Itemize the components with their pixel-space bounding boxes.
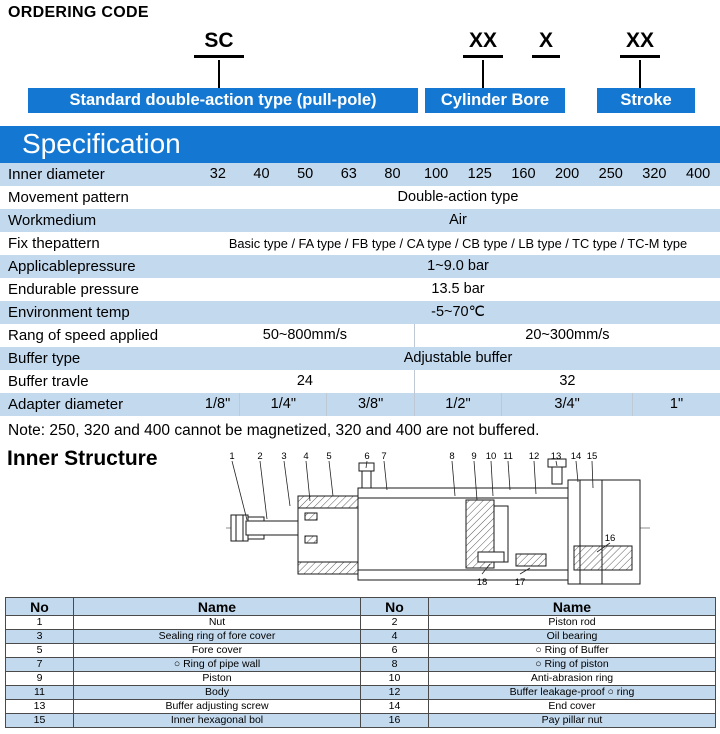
callout-number-3: 3 bbox=[281, 451, 287, 462]
spec-row bbox=[0, 324, 720, 347]
parts-row bbox=[6, 686, 716, 700]
spec-value-cell: 24 bbox=[296, 373, 313, 389]
label-cylinder-bore: Cylinder Bore bbox=[425, 88, 565, 113]
parts-row bbox=[6, 658, 716, 672]
spec-row-label: Rang of speed applied bbox=[8, 327, 159, 344]
spec-value-cell: 100 bbox=[424, 166, 449, 182]
label-standard-double-action: Standard double-action type (pull-pole) bbox=[28, 88, 418, 113]
callout-number-18: 18 bbox=[476, 577, 488, 588]
spec-row-label: Workmedium bbox=[8, 212, 97, 229]
parts-header-cell: No bbox=[6, 598, 74, 616]
callout-number-11: 11 bbox=[503, 451, 513, 462]
spec-value-cell: Air bbox=[449, 212, 467, 228]
callout-number-15: 15 bbox=[586, 451, 598, 462]
spec-row-label: Adapter diameter bbox=[8, 396, 124, 413]
parts-cell: 14 bbox=[361, 700, 429, 714]
parts-cell: 10 bbox=[361, 672, 429, 686]
spec-row-label: Movement pattern bbox=[8, 189, 129, 206]
callout-number-13: 13 bbox=[550, 451, 562, 462]
callout-number-7: 7 bbox=[381, 451, 387, 462]
spec-value-cell: 80 bbox=[384, 166, 401, 182]
parts-cell: 5 bbox=[6, 644, 74, 658]
spec-value-cell: 3/4" bbox=[502, 393, 633, 416]
callout-leader-line bbox=[576, 461, 578, 482]
bottom-seal-18 bbox=[478, 552, 504, 562]
spec-value-cell: 1/4" bbox=[240, 393, 327, 416]
spec-row bbox=[0, 347, 720, 370]
spec-row bbox=[0, 232, 720, 255]
callout-leader-line bbox=[284, 461, 290, 506]
parts-cell: Buffer adjusting screw bbox=[74, 700, 361, 714]
parts-cell: Body bbox=[74, 686, 361, 700]
spec-value-cell: 400 bbox=[686, 166, 711, 182]
spec-value-cell: 320 bbox=[642, 166, 667, 182]
spec-row-label: Fix thepattern bbox=[8, 235, 100, 252]
callout-leader-line bbox=[384, 461, 387, 490]
parts-cell: End cover bbox=[429, 700, 716, 714]
cylinder-cross-section-diagram bbox=[0, 446, 720, 596]
parts-cell: Oil bearing bbox=[429, 630, 716, 644]
parts-cell: 6 bbox=[361, 644, 429, 658]
parts-cell: 2 bbox=[361, 616, 429, 630]
parts-cell: 3 bbox=[6, 630, 74, 644]
callout-number-10: 10 bbox=[485, 451, 497, 462]
callout-number-6: 6 bbox=[364, 451, 370, 462]
spec-value-cell: 160 bbox=[511, 166, 536, 182]
parts-row bbox=[6, 672, 716, 686]
callout-leader-line bbox=[260, 461, 267, 519]
spec-value-cell: 3/8" bbox=[327, 393, 414, 416]
parts-cell: 12 bbox=[361, 686, 429, 700]
spec-row bbox=[0, 301, 720, 324]
spec-row bbox=[0, 209, 720, 232]
callout-number-5: 5 bbox=[326, 451, 332, 462]
parts-cell: 1 bbox=[6, 616, 74, 630]
parts-cell: ○ Ring of piston bbox=[429, 658, 716, 672]
front-screw bbox=[362, 470, 371, 488]
spec-value-cell: Double-action type bbox=[397, 189, 519, 205]
specification-table bbox=[0, 163, 720, 416]
code-part-middle: X bbox=[532, 29, 560, 58]
parts-cell: Anti-abrasion ring bbox=[429, 672, 716, 686]
label-stroke: Stroke bbox=[597, 88, 695, 113]
spec-value-cell: 20~300mm/s bbox=[414, 324, 720, 347]
callout-number-12: 12 bbox=[528, 451, 540, 462]
callout-leader-line bbox=[508, 461, 510, 490]
spec-value-cell: 250 bbox=[598, 166, 623, 182]
parts-row bbox=[6, 700, 716, 714]
bottom-seal-17 bbox=[516, 554, 546, 566]
spec-row bbox=[0, 255, 720, 278]
buffer-adjusting-screw bbox=[552, 466, 562, 484]
spec-value-cell: 32 bbox=[414, 370, 720, 393]
spec-row bbox=[0, 393, 720, 416]
spec-row-label: Applicablepressure bbox=[8, 258, 136, 275]
inner-structure-title: Inner Structure bbox=[7, 447, 158, 470]
parts-cell: Sealing ring of fore cover bbox=[74, 630, 361, 644]
callout-number-17: 17 bbox=[514, 577, 526, 588]
spec-value-cell: 1" bbox=[633, 393, 720, 416]
connector-line-stroke bbox=[639, 60, 641, 88]
parts-cell: Nut bbox=[74, 616, 361, 630]
parts-header-cell: No bbox=[361, 598, 429, 616]
spec-row-label: Buffer type bbox=[8, 350, 81, 367]
callout-number-9: 9 bbox=[471, 451, 477, 462]
callout-leader-line bbox=[306, 461, 310, 501]
callout-leader-line bbox=[232, 461, 247, 520]
spec-value-cell: 40 bbox=[253, 166, 270, 182]
spec-value-cell: 32 bbox=[209, 166, 226, 182]
spec-value-cell: 200 bbox=[554, 166, 580, 182]
parts-header-cell: Name bbox=[429, 598, 716, 616]
spec-value-cell: 50~800mm/s bbox=[262, 327, 347, 343]
parts-cell: 13 bbox=[6, 700, 74, 714]
spec-row bbox=[0, 163, 720, 186]
parts-header-row bbox=[6, 598, 716, 616]
spec-value-cell: Adjustable buffer bbox=[403, 350, 513, 366]
parts-table bbox=[5, 597, 716, 728]
callout-number-1: 1 bbox=[229, 451, 235, 462]
spec-row-label: Buffer travle bbox=[8, 373, 89, 390]
parts-cell: ○ Ring of Buffer bbox=[429, 644, 716, 658]
spec-value-cell: Basic type / FA type / FB type / CA type / CB type / LB type / TC type / TC-M type bbox=[228, 236, 688, 251]
spec-value-cell: 1~9.0 bar bbox=[427, 258, 489, 274]
spec-value-cell: 50 bbox=[297, 166, 314, 182]
parts-cell: Piston rod bbox=[429, 616, 716, 630]
note-text: Note: 250, 320 and 400 cannot be magnetized, 320 and 400 are not buffered. bbox=[8, 422, 540, 439]
callout-number-4: 4 bbox=[303, 451, 309, 462]
spec-row bbox=[0, 370, 720, 393]
spec-value-cell: -5~70℃ bbox=[431, 304, 485, 320]
parts-cell: ○ Ring of pipe wall bbox=[74, 658, 361, 672]
spec-row bbox=[0, 186, 720, 209]
parts-row bbox=[6, 630, 716, 644]
spec-row-label: Inner diameter bbox=[8, 166, 105, 183]
spec-row bbox=[0, 278, 720, 301]
code-part-stroke: XX bbox=[620, 29, 660, 58]
parts-cell: 16 bbox=[361, 714, 429, 728]
code-part-bore: XX bbox=[463, 29, 503, 58]
parts-cell: 11 bbox=[6, 686, 74, 700]
callout-leader-line bbox=[329, 461, 333, 496]
callout-number-14: 14 bbox=[570, 451, 582, 462]
spec-value-cell: 1/8" bbox=[204, 396, 231, 412]
callout-number-2: 2 bbox=[257, 451, 263, 462]
parts-cell: Buffer leakage-proof ○ ring bbox=[429, 686, 716, 700]
spec-value-cell: 125 bbox=[467, 166, 492, 182]
connector-line-bore bbox=[482, 60, 484, 88]
parts-row bbox=[6, 714, 716, 728]
parts-cell: Fore cover bbox=[74, 644, 361, 658]
spec-value-cell: 13.5 bar bbox=[431, 281, 485, 297]
parts-cell: 4 bbox=[361, 630, 429, 644]
callout-number-16: 16 bbox=[604, 533, 616, 544]
spec-row-label: Environment temp bbox=[8, 304, 130, 321]
fore-cover-seal bbox=[305, 513, 317, 520]
parts-cell: Pay pillar nut bbox=[429, 714, 716, 728]
parts-row bbox=[6, 644, 716, 658]
spec-row-label: Endurable pressure bbox=[8, 281, 139, 298]
spec-value-cell: 1/2" bbox=[414, 393, 501, 416]
parts-cell: Piston bbox=[74, 672, 361, 686]
parts-row bbox=[6, 616, 716, 630]
callout-number-8: 8 bbox=[449, 451, 455, 462]
spec-value-cell: 63 bbox=[340, 166, 357, 182]
connector-line-series bbox=[218, 60, 220, 88]
parts-cell: 9 bbox=[6, 672, 74, 686]
ordering-code-title: ORDERING CODE bbox=[8, 4, 149, 21]
parts-cell: 7 bbox=[6, 658, 74, 672]
specification-header bbox=[0, 126, 720, 163]
parts-header-cell: Name bbox=[74, 598, 361, 616]
parts-cell: 15 bbox=[6, 714, 74, 728]
pay-pillar-nut bbox=[574, 546, 632, 570]
specification-title: Specification bbox=[22, 128, 181, 159]
parts-cell: Inner hexagonal bol bbox=[74, 714, 361, 728]
nut bbox=[231, 515, 248, 541]
parts-cell: 8 bbox=[361, 658, 429, 672]
code-part-series: SC bbox=[194, 29, 244, 58]
